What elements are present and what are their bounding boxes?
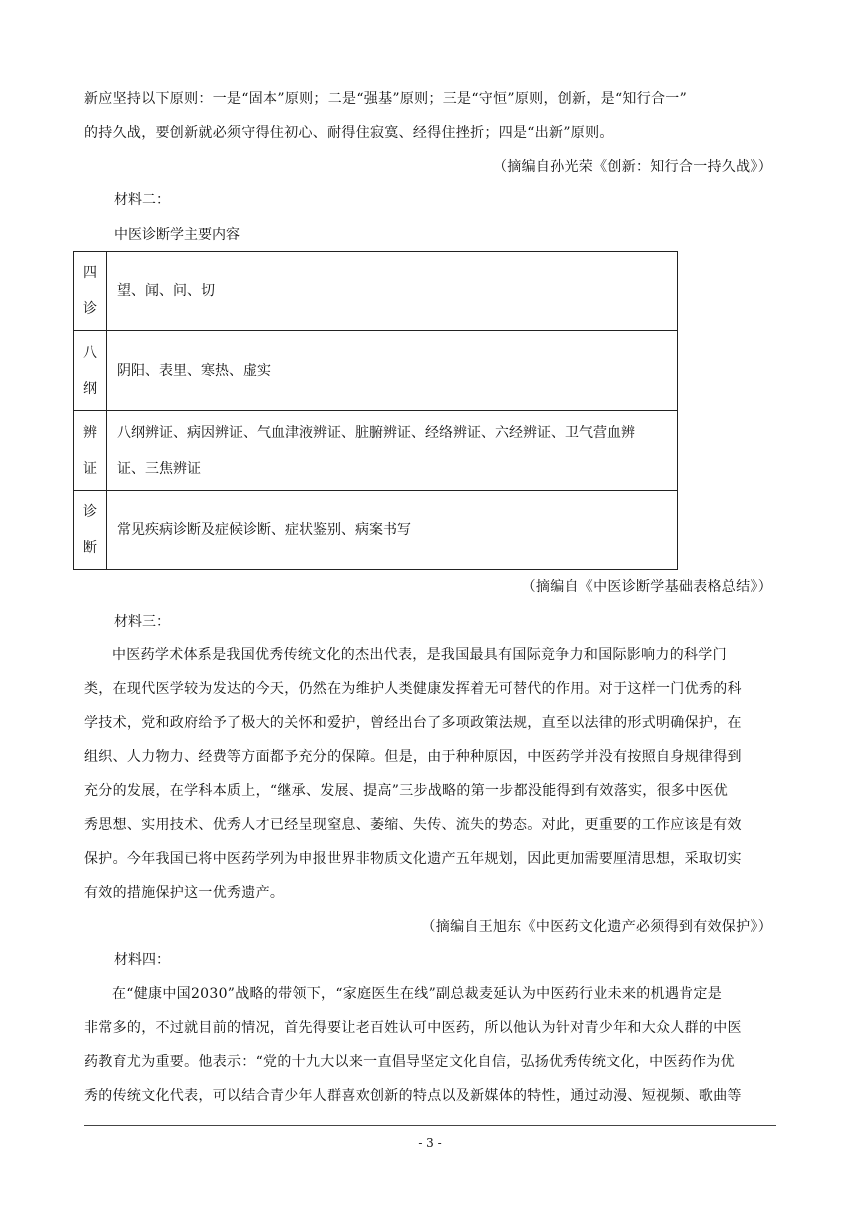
material-4-label: 材料四： [114,952,170,968]
source-citation-3: （摘编自王旭东《中医药文化遗产必须得到有效保护》） [421,919,772,935]
source-citation-1: （摘编自孙光荣《创新：知行合一持久战》） [493,159,772,175]
row-value: 八纲辨证、病因辨证、气血津液辨证、脏腑辨证、经络辨证、六经辨证、卫气营血辨 证、三焦辨证 [107,411,678,491]
row-key: 辨 证 [74,411,107,491]
table-title: 中医诊断学主要内容 [114,227,240,243]
table-row [74,411,678,491]
row-key: 诊 断 [74,491,107,570]
paragraph-material-4: 在“健康中国2030”战略的带领下，“家庭医生在线”副总裁麦延认为中医药行业未来的机遇肯定是 非常多的，不过就目前的情况，首先得要让老百姓认可中医药，所以他认为针对青少年和大众人群的中医 药教育尤为重要。他表示：“党的十九大以来一直倡导坚定文化自信，弘扬优秀传统文化，中医药作为优 秀的传统文化代表，可以结合青少年人群喜欢创新的特点以及新媒体的特性，通过动漫、短视频、歌曲等 [84,986,742,1104]
material-3-label: 材料三： [114,614,170,630]
page-number: - 3 - [418,1136,442,1150]
material-2-label: 材料二： [114,192,170,208]
table-row [74,491,678,570]
text-line: 的持久战，要创新就必须守得住初心、耐得住寂寞、经得住挫折；四是“出新”原则。 [84,125,614,141]
row-value: 望、闻、问、切 [107,252,678,331]
table-row [74,331,678,411]
row-key: 八 纲 [74,331,107,411]
row-value: 阴阳、表里、寒热、虚实 [107,331,678,411]
row-key: 四 诊 [74,252,107,331]
diagnosis-table [73,251,678,570]
footer-divider [84,1125,776,1126]
paragraph-principles [84,82,776,150]
row-value: 常见疾病诊断及症候诊断、症状鉴别、病案书写 [107,491,678,570]
paragraph-material-3: 中医药学术体系是我国优秀传统文化的杰出代表，是我国最具有国际竞争力和国际影响力的科学门 类，在现代医学较为发达的今天，仍然在为维护人类健康发挥着无可替代的作用。对于这样一门优秀的科 学技术，党和政府给予了极大的关怀和爱护，曾经出台了多项政策法规，直至以法律的形式明确保护，在 组织、人力物力、经费等方面都予充分的保障。但是，由于种种原因，中医药学并没有按照自身规律得到 充分的发展，在学科本质上，“继承、发展、提高”三步战略的第一步都没能得到有效落实，很多中医优 秀思想、实用技术、优秀人才已经呈现窒息、萎缩、失传、流失的势态。对此，更重要的工作应该是有效 保护。今年我国已将中医药学列为申报世界非物质文化遗产五年规划，因此更加需要厘清思想，采取切实 有效的措施保护这一优秀遗产。 [84,647,742,901]
text-line: 新应坚持以下原则：一是“固本”原则；二是“强基”原则；三是“守恒”原则，创新，是“知行合一” [84,91,688,107]
table-row [74,252,678,331]
source-citation-2: （摘编自《中医诊断学基础表格总结》） [521,579,772,595]
